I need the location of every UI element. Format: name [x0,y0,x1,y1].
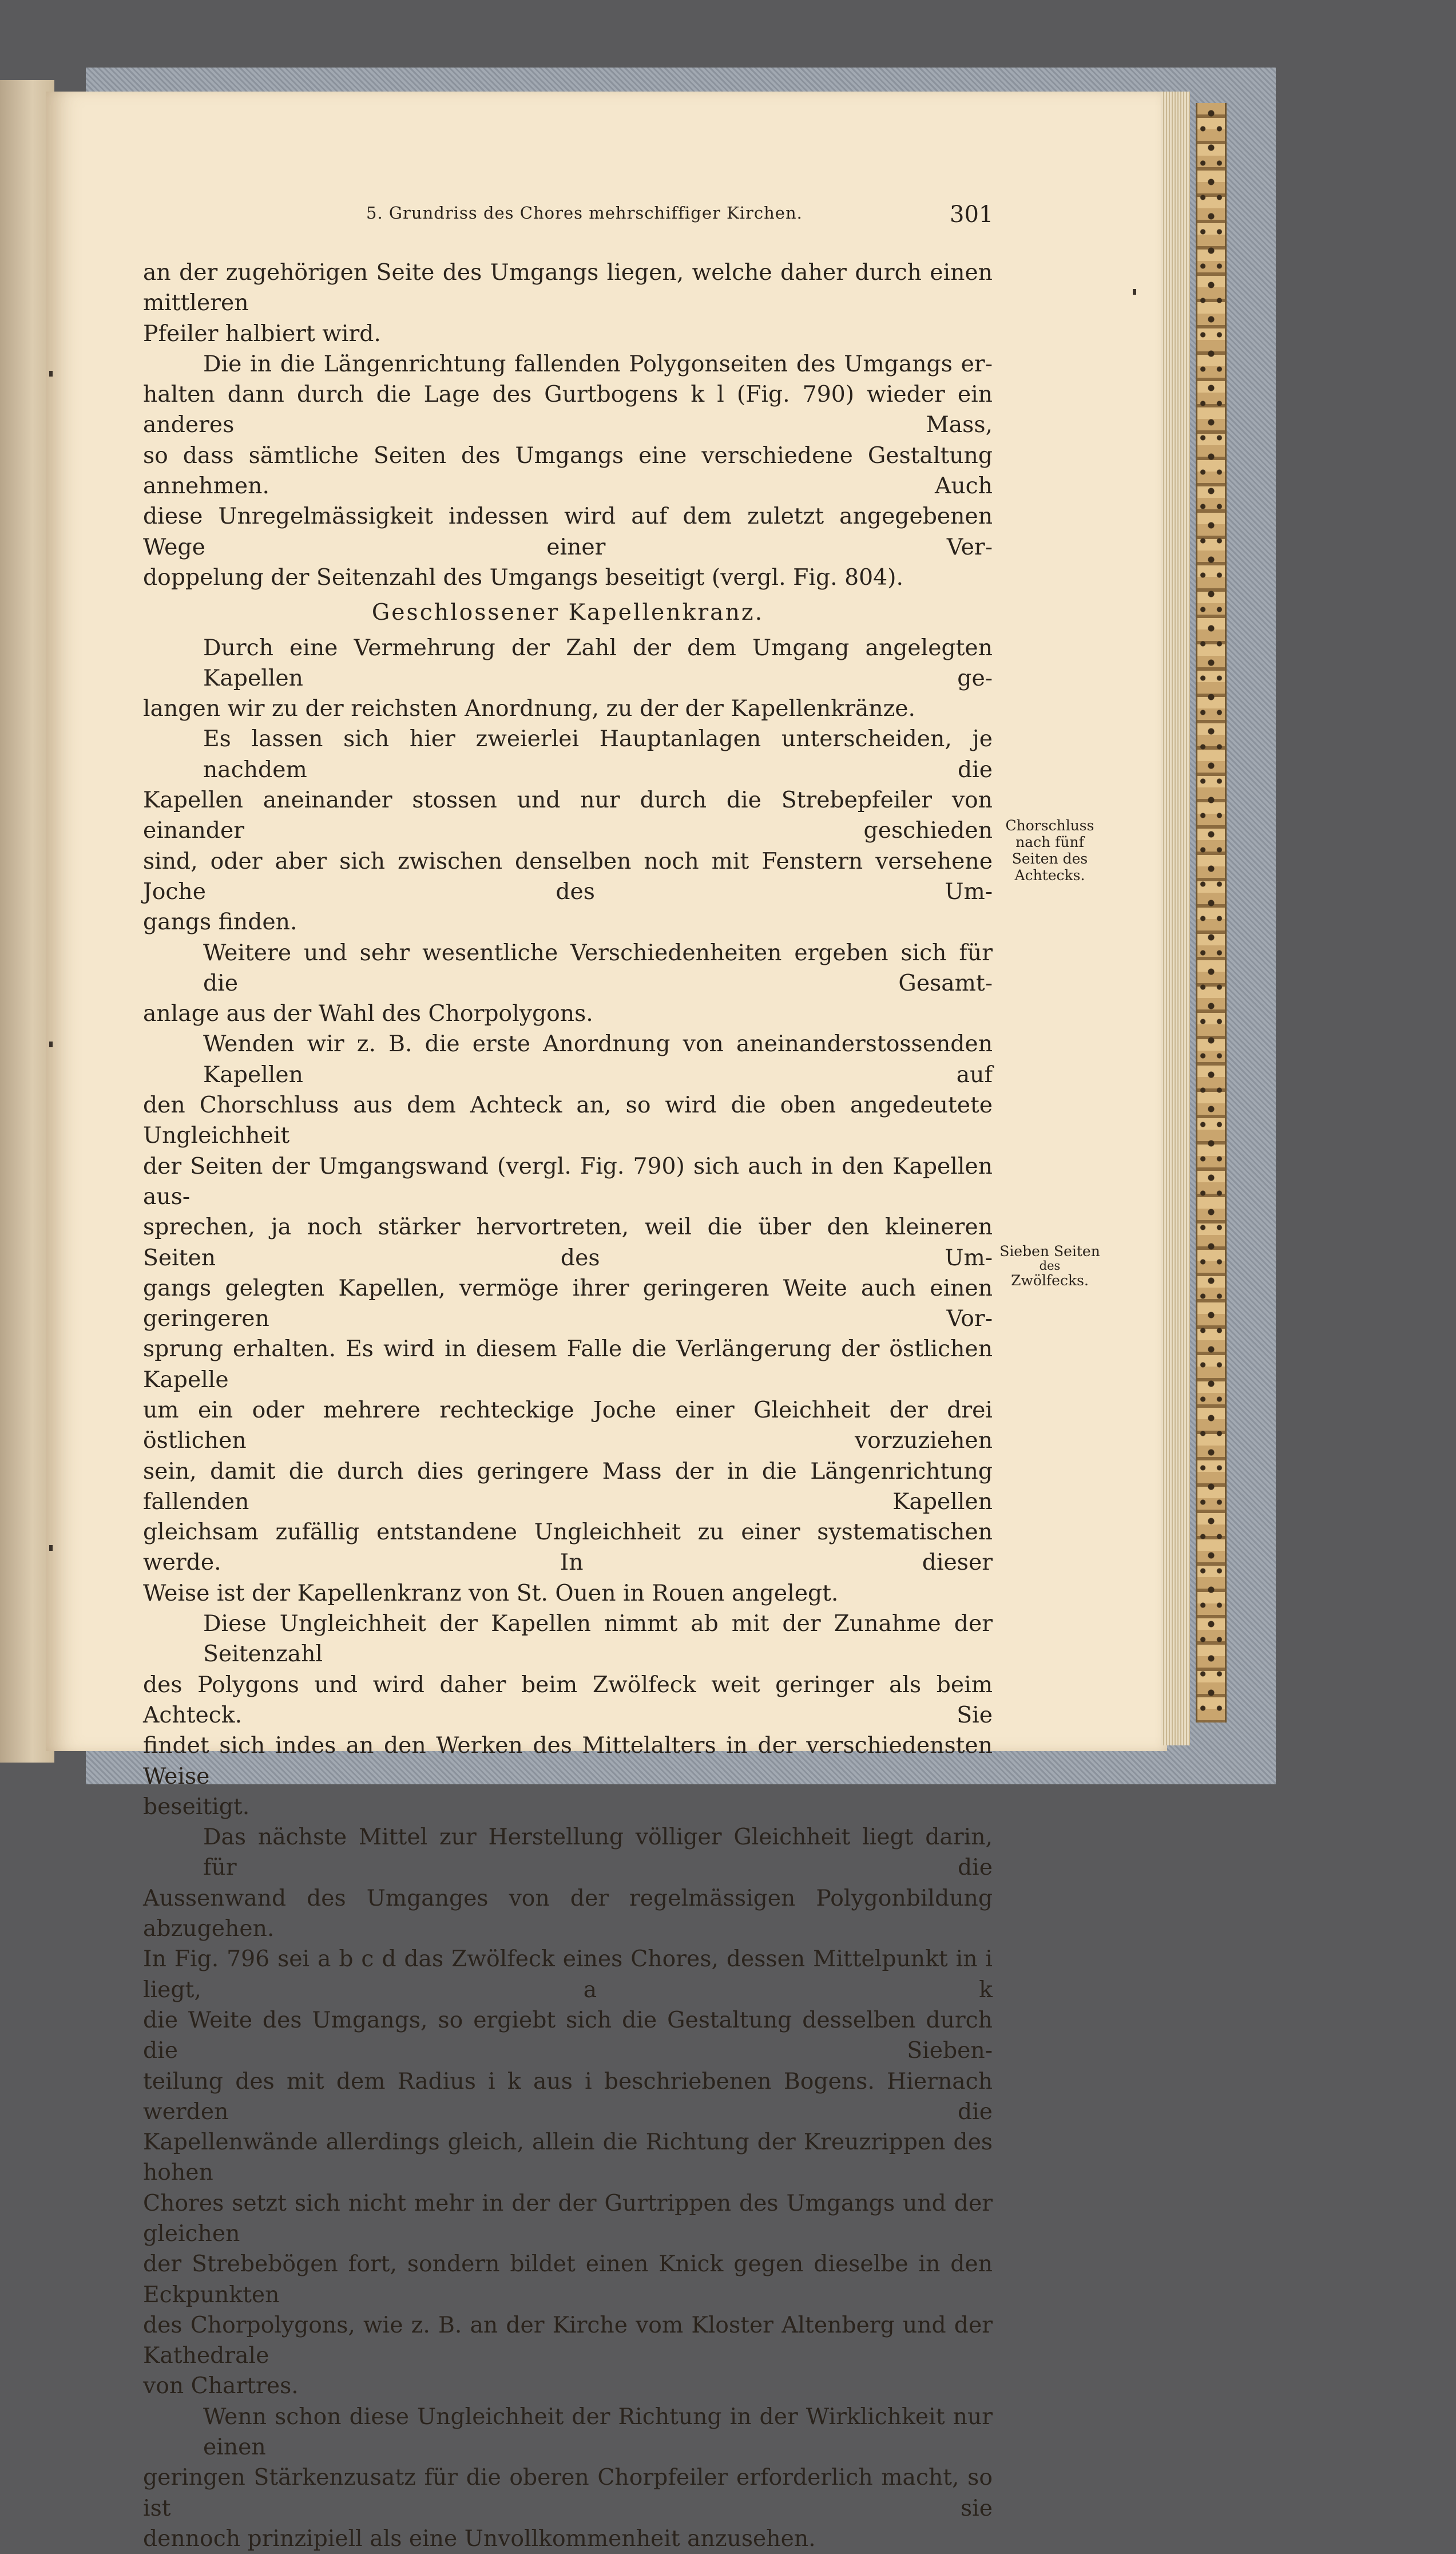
text-line: geringen Stärkenzusatz für die oberen Chorpfeiler erforderlich macht, so ist sie [143,2465,993,2521]
text-line: Weise ist der Kapellenkranz von St. Ouen in Rouen angelegt. [143,1580,839,1606]
text-line: Aussenwand des Umganges von der regelmässigen Polygonbildung abzugehen. [143,1885,993,1942]
text-line: halten dann durch die Lage des Gurtbogens k l (Fig. 790) wieder ein anderes Mass, [143,382,993,438]
text-line: Weitere und sehr wesentliche Verschiedenheiten ergeben sich für die Gesamt- [203,940,993,996]
body-text [143,258,993,2554]
text-line: sprechen, ja noch stärker hervortreten, weil die über den kleineren Seiten des Um- [143,1214,993,1271]
text-line: den Chorschluss aus dem Achteck an, so wird die oben angedeutete Ungleichheit [143,1092,993,1149]
text-line: Kapellenwände allerdings gleich, allein die Richtung der Kreuzrippen des hohen [143,2129,993,2186]
marginal-line: Zwölfecks. [1011,1272,1089,1289]
text-line: Das nächste Mittel zur Herstellung völliger Gleichheit liegt darin, für die [203,1824,993,1881]
text-line: sind, oder aber sich zwischen denselben noch mit Fenstern versehene Joche des Um- [143,848,993,905]
running-header: 5. Grundriss des Chores mehrschiffiger Kirchen. [366,203,803,223]
marginal-line: des [1039,1259,1061,1273]
text-line: Wenden wir z. B. die erste Anordnung von aneinanderstossenden Kapellen auf [203,1031,993,1088]
marginal-line: Chorschluss [1005,817,1094,834]
margin-mark [49,371,53,377]
text-line: gangs gelegten Kapellen, vermöge ihrer geringeren Weite auch einen geringeren Vor- [143,1275,993,1332]
text-line: sprung erhalten. Es wird in diesem Falle die Verlängerung der östlichen Kapelle [143,1336,993,1393]
marginal-note-sieben-seiten [993,1243,1107,1289]
margin-mark [49,1545,53,1551]
text-line: gangs finden. [143,909,297,936]
text-line: die Weite des Umgangs, so ergiebt sich die Gestaltung desselben durch die Sieben- [143,2007,993,2064]
text-line: gleichsam zufällig entstandene Ungleichheit zu einer systematischen werde. In dieser [143,1519,993,1576]
ornamental-spine-band [1196,103,1227,1723]
page-stack-edges [1161,92,1190,1745]
margin-mark [1133,289,1136,295]
section-heading: Geschlossener Kapellenkranz. [371,600,764,626]
text-line: beseitigt. [143,1793,250,1820]
text-line: sein, damit die durch dies geringere Mass der in die Längenrichtung fallenden Kapellen [143,1458,993,1515]
text-line: Diese Ungleichheit der Kapellen nimmt ab mit der Zunahme der Seitenzahl [203,1611,993,1668]
text-line: von Chartres. [143,2373,299,2399]
text-line: In Fig. 796 sei a b c d das Zwölfeck eines Chores, dessen Mittelpunkt in i liegt, a k [143,1946,993,2003]
margin-mark [49,1042,53,1047]
text-line: um ein oder mehrere rechteckige Joche einer Gleichheit der drei östlichen vorzuziehen [143,1397,993,1454]
text-line: langen wir zu der reichsten Anordnung, zu der der Kapellenkränze. [143,696,916,722]
text-line: findet sich indes an den Werken des Mittelalters in der verschiedensten Weise [143,1733,993,1789]
text-line: teilung des mit dem Radius i k aus i beschriebenen Bogens. Hiernach werden die [143,2068,993,2125]
text-line: der Seiten der Umgangswand (vergl. Fig. 790) sich auch in den Kapellen aus- [143,1153,993,1210]
marginal-line: Achtecks. [1014,867,1085,884]
page-number: 301 [950,201,994,228]
text-line: Wenn schon diese Ungleichheit der Richtung in der Wirklichkeit nur einen [203,2403,993,2461]
marginal-line: Sieben Seiten [999,1243,1100,1260]
text-line: Die in die Längenrichtung fallenden Polygonseiten des Umgangs er- [203,351,993,377]
text-line: dennoch prinzipiell als eine Unvollkommenheit anzusehen. [143,2525,816,2552]
text-line: anlage aus der Wahl des Chorpolygons. [143,1001,593,1027]
text-line: der Strebebögen fort, sondern bildet einen Knick gegen dieselbe in den Eckpunkten [143,2251,993,2308]
text-line: Kapellen aneinander stossen und nur durch die Strebepfeiler von einander geschieden [143,787,993,844]
text-line: diese Unregelmässigkeit indessen wird auf dem zuletzt angegebenen Wege einer Ver- [143,504,993,560]
marginal-note-chorschluss [998,817,1101,884]
text-line: Durch eine Vermehrung der Zahl der dem Umgang angelegten Kapellen ge- [203,635,993,691]
text-line: Es lassen sich hier zweierlei Hauptanlagen unterscheiden, je nachdem die [203,726,993,783]
marginal-line: Seiten des [1011,850,1088,867]
text-line: des Polygons und wird daher beim Zwölfeck weit geringer als beim Achteck. Sie [143,1672,993,1728]
text-line: an der zugehörigen Seite des Umgangs liegen, welche daher durch einen mittleren [143,260,993,316]
text-line: doppelung der Seitenzahl des Umgangs beseitigt (vergl. Fig. 804). [143,564,903,591]
marginal-line: nach fünf [1015,834,1084,850]
text-line: Pfeiler halbiert wird. [143,320,381,347]
text-line: Chores setzt sich nicht mehr in der der Gurtrippen des Umgangs und der gleichen [143,2190,993,2247]
text-line: so dass sämtliche Seiten des Umgangs eine verschiedene Gestaltung annehmen. Auch [143,442,993,500]
text-line: des Chorpolygons, wie z. B. an der Kirche vom Kloster Altenberg und der Kathedrale [143,2312,993,2369]
